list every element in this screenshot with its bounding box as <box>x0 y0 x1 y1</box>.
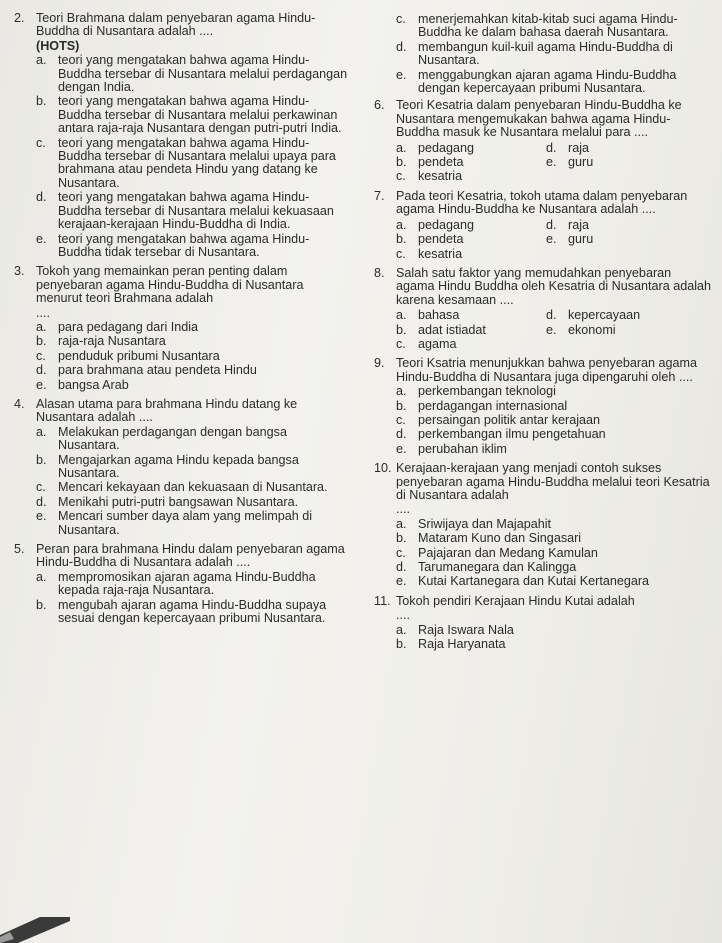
question-number: 2. <box>14 11 25 25</box>
option-b[interactable]: b. Raja Haryanata <box>396 637 506 652</box>
question-stem: Tokoh pendiri Kerajaan Hindu Kutai adalah <box>396 593 635 608</box>
option-a[interactable]: a. Sriwijaya dan Majapahit <box>396 516 552 531</box>
option-c[interactable]: c. Pajajaran dan Medang Kamulan <box>396 545 598 560</box>
option-e[interactable]: e. ekonomi <box>546 322 616 337</box>
question-stem: Tokoh yang memainkan peran penting dalam penyebaran agama Hindu-Buddha di Nusantara menurut teori Brahmana adalah <box>36 264 304 306</box>
option-a[interactable]: a. para pedagang dari India <box>36 319 199 334</box>
option-c[interactable]: c. teori yang mengatakan bahwa agama Hindu-Buddha tersebar di Nusantara melalui upaya para brahmana atau pendeta Hindu yang datang ke Nusantara. <box>36 135 336 190</box>
blank-dots: .... <box>396 502 410 517</box>
option-d[interactable]: d. Tarumanegara dan Kalingga <box>396 560 577 575</box>
question-stem: Teori Brahmana dalam penyebaran agama Hindu-Buddha di Nusantara adalah .... <box>36 11 316 39</box>
option-c[interactable]: c. Mencari kekayaan dan kekuasaan di Nusantara. <box>36 480 328 495</box>
option-d[interactable]: d. para brahmana atau pendeta Hindu <box>36 363 257 378</box>
left-column <box>14 12 349 631</box>
option-d[interactable]: d. kepercayaan <box>546 308 641 323</box>
blank-dots: .... <box>36 305 50 320</box>
option-b[interactable]: b. pendeta <box>396 155 464 170</box>
option-d[interactable]: d. perkembangan ilmu pengetahuan <box>396 427 606 442</box>
option-b[interactable]: b. Mengajarkan agama Hindu kepada bangsa Nusantara. <box>36 452 299 480</box>
question-4 <box>14 398 349 537</box>
option-b[interactable]: b. pendeta <box>396 232 464 247</box>
option-a[interactable]: a. Melakukan perdagangan dengan bangsa Nusantara. <box>36 424 287 453</box>
option-d[interactable]: d. Menikahi putri-putri bangsawan Nusantara. <box>36 494 299 509</box>
option-d[interactable]: d. raja <box>546 217 589 232</box>
option-d[interactable]: d. raja <box>546 140 589 155</box>
option-e[interactable]: e. Kutai Kartanegara dan Kutai Kertanegara <box>396 574 650 589</box>
option-e[interactable]: e. perubahan iklim <box>396 441 507 456</box>
question-stem: Alasan utama para brahmana Hindu datang ke Nusantara adalah .... <box>36 396 298 425</box>
option-a[interactable]: a. pedagang <box>396 140 475 155</box>
option-e[interactable]: e. guru <box>546 232 594 247</box>
question-stem: Peran para brahmana Hindu dalam penyebaran agama Hindu-Buddha di Nusantara adalah .... <box>36 542 345 570</box>
option-a[interactable]: a. mempromosikan ajaran agama Hindu-Buddha kepada raja-raja Nusantara. <box>36 569 316 598</box>
option-a[interactable]: a. teori yang mengatakan bahwa agama Hindu-Buddha tersebar di Nusantara melalui perdagangan dengan India. <box>36 53 348 95</box>
question-5 <box>14 543 349 625</box>
option-c[interactable]: c. kesatria <box>396 169 463 184</box>
option-b[interactable]: b. teori yang mengatakan bahwa agama Hindu-Buddha tersebar di Nusantara melalui perkawinan antara raja-raja Nusantara dengan putri-putri India. <box>36 94 342 136</box>
option-c[interactable]: c. penduduk pribumi Nusantara <box>36 348 220 363</box>
hots-tag: (HOTS) <box>36 38 80 53</box>
option-d[interactable]: d. teori yang mengatakan bahwa agama Hindu-Buddha tersebar di Nusantara melalui kekuasaan kerajaan-kerajaan Hindu-Buddha di India. <box>36 190 334 232</box>
question-number: 6. <box>374 98 385 113</box>
question-number: 8. <box>374 265 385 280</box>
question-stem: Teori Kesatria dalam penyebaran Hindu-Buddha ke Nusantara mengemukakan bahwa agama Hindu-Buddha masuk ke Nusantara melalui para .... <box>396 98 682 140</box>
option-b[interactable]: b. adat istiadat <box>396 322 486 337</box>
option-a[interactable]: a. perkembangan teknologi <box>396 384 556 399</box>
question-stem: Kerajaan-kerajaan yang menjadi contoh sukses penyebaran agama Hindu-Buddha melalui teori Kesatria di Nusantara adalah <box>396 461 710 502</box>
option-c[interactable]: c. menerjemahkan kitab-kitab suci agama Hindu-Buddha ke dalam bahasa daerah Nusantara. <box>396 12 678 40</box>
option-e[interactable]: e. teori yang mengatakan bahwa agama Hindu-Buddha tidak tersebar di Nusantara. <box>36 231 310 259</box>
question-9 <box>374 357 712 456</box>
option-c[interactable]: c. persaingan politik antar kerajaan <box>396 412 601 427</box>
question-number: 3. <box>14 264 25 279</box>
question-2 <box>14 12 349 259</box>
option-c[interactable]: c. agama <box>396 336 457 351</box>
question-8 <box>374 267 712 351</box>
question-number: 4. <box>14 396 25 411</box>
question-number: 11. <box>374 593 391 608</box>
question-6 <box>374 99 712 183</box>
question-5-continued <box>374 13 712 95</box>
option-a[interactable]: a. pedagang <box>396 217 475 232</box>
question-number: 7. <box>374 188 385 203</box>
option-e[interactable]: e. bangsa Arab <box>36 377 129 392</box>
option-b[interactable]: b. mengubah ajaran agama Hindu-Buddha supaya sesuai dengan kepercayaan pribumi Nusantara. <box>36 597 327 626</box>
question-7 <box>374 190 712 261</box>
right-column <box>374 12 712 657</box>
pen-tip-icon <box>0 917 70 943</box>
option-b[interactable]: b. raja-raja Nusantara <box>36 334 166 349</box>
option-a[interactable]: a. bahasa <box>396 308 460 323</box>
option-b[interactable]: b. Mataram Kuno dan Singasari <box>396 531 582 546</box>
option-b[interactable]: b. perdagangan internasional <box>396 398 568 413</box>
option-e[interactable]: e. menggabungkan ajaran agama Hindu-Buddha dengan kepercayaan pribumi Nusantara. <box>396 67 677 96</box>
option-c[interactable]: c. kesatria <box>396 246 463 261</box>
question-stem: Pada teori Kesatria, tokoh utama dalam penyebaran agama Hindu-Buddha ke Nusantara adalah .... <box>396 188 688 217</box>
question-number: 5. <box>14 542 25 557</box>
question-10 <box>374 462 712 589</box>
option-e[interactable]: e. guru <box>546 155 594 170</box>
option-e[interactable]: e. Mencari sumber daya alam yang melimpah di Nusantara. <box>36 509 313 537</box>
question-number: 9. <box>374 356 385 371</box>
blank-dots: .... <box>396 608 410 623</box>
option-a[interactable]: a. Raja Iswara Nala <box>396 622 514 637</box>
option-d[interactable]: d. membangun kuil-kuil agama Hindu-Buddha di Nusantara. <box>396 39 673 68</box>
question-3 <box>14 265 349 392</box>
question-stem: Salah satu faktor yang memudahkan penyebaran agama Hindu Buddha oleh Kesatria di Nusantara adalah karena kesamaan .... <box>396 265 712 307</box>
question-number: 10. <box>374 461 392 476</box>
question-11 <box>374 595 712 652</box>
question-stem: Teori Ksatria menunjukkan bahwa penyebaran agama Hindu-Buddha di Nusantara juga dipengaruhi oleh .... <box>396 356 698 384</box>
